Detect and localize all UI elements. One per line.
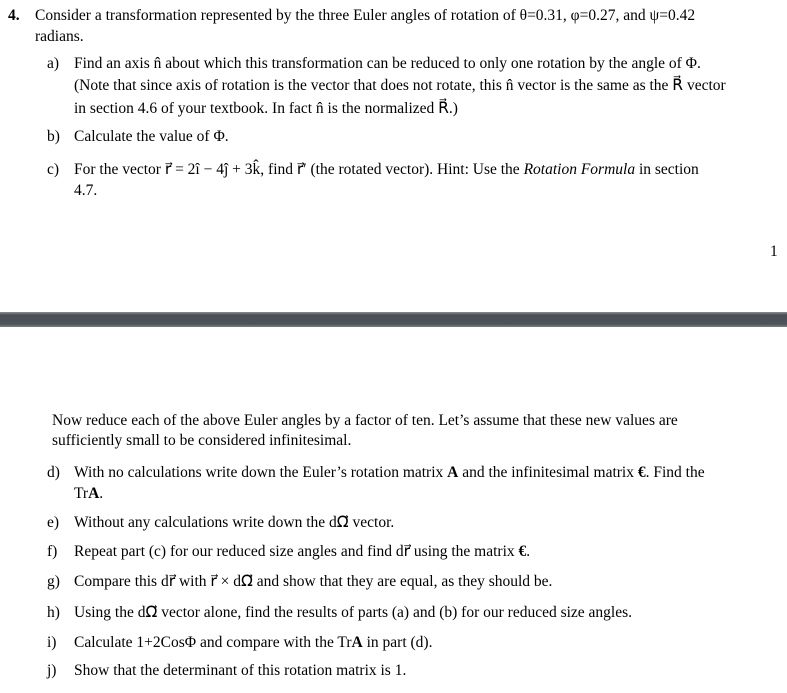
part-f-text-pre: Repeat part (c) for our reduced size angles and find dr⃗ using the matrix bbox=[74, 543, 519, 560]
part-c-line-2: 4.7. bbox=[74, 182, 98, 199]
part-d-tr-post: . bbox=[99, 485, 104, 502]
page2-intro-line-2: sufficiently small to be considered infinitesimal. bbox=[52, 432, 352, 449]
part-i-line-1 bbox=[74, 632, 432, 653]
part-e-line-1: Without any calculations write down the dΩ⃗ vector. bbox=[74, 514, 395, 531]
part-c-text-post: in section bbox=[635, 161, 699, 178]
part-d-text-post: . Find the bbox=[645, 464, 705, 481]
part-c-text-pre: For the vector r⃗ = 2î − 4ĵ + 3k̂, find r⃗′ (the rotated vector). Hint: Use the bbox=[74, 161, 524, 178]
part-c-text-italic: Rotation Formula bbox=[523, 161, 636, 178]
part-g-label: g) bbox=[47, 573, 60, 590]
part-j-label: j) bbox=[47, 662, 57, 679]
part-f-label: f) bbox=[47, 543, 58, 560]
page2-intro-line-1: Now reduce each of the above Euler angles by a factor of ten. Let’s assume that these new values are bbox=[52, 412, 678, 429]
part-d-text-mid: and the infinitesimal matrix bbox=[458, 464, 638, 481]
part-i-text-post: in part (d). bbox=[362, 634, 433, 651]
page-number: 1 bbox=[770, 243, 778, 260]
page-divider bbox=[0, 312, 787, 327]
part-f-line-1 bbox=[74, 541, 530, 562]
part-a-line-1: Find an axis n̂ about which this transformation can be reduced to only one rotation by the angle of Φ. bbox=[74, 55, 701, 72]
part-g-line-1: Compare this dr⃗ with r⃗ × dΩ⃗ and show that they are equal, as they should be. bbox=[74, 573, 553, 590]
part-a-line-3: in section 4.6 of your textbook. In fact n̂ is the normalized R⃗.) bbox=[74, 100, 458, 117]
matrix-a-symbol: A bbox=[447, 464, 459, 481]
part-d-text-pre: With no calculations write down the Euler’s rotation matrix bbox=[74, 464, 448, 481]
part-d-label: d) bbox=[47, 464, 60, 481]
part-e-label: e) bbox=[47, 514, 60, 531]
part-d-line-2 bbox=[74, 483, 103, 504]
problem-number: 4. bbox=[8, 7, 20, 24]
part-d-tr-a: A bbox=[88, 485, 100, 502]
part-d-tr: Tr bbox=[74, 485, 89, 502]
part-b-line-1: Calculate the value of Φ. bbox=[74, 128, 229, 145]
part-c-line-1 bbox=[74, 159, 699, 180]
part-c-label: c) bbox=[47, 161, 60, 178]
part-a-line-2: (Note that since axis of rotation is the vector that does not rotate, this n̂ vector is the same as the R⃗ vector bbox=[74, 77, 726, 94]
part-i-tr-a: A bbox=[351, 634, 363, 651]
part-d-line-1 bbox=[74, 462, 705, 483]
infinitesimal-matrix-symbol: € bbox=[637, 464, 646, 481]
part-f-text-post: . bbox=[526, 543, 531, 560]
part-a-label: a) bbox=[47, 55, 60, 72]
part-b-label: b) bbox=[47, 128, 60, 145]
part-i-label: i) bbox=[47, 634, 57, 651]
part-i-text-pre: Calculate 1+2CosΦ and compare with the Tr bbox=[74, 634, 352, 651]
problem-intro-line-2: radians. bbox=[35, 28, 84, 45]
part-h-line-1: Using the dΩ⃗ vector alone, find the results of parts (a) and (b) for our reduced size angles. bbox=[74, 604, 633, 621]
part-f-matrix-symbol: € bbox=[518, 543, 527, 560]
problem-intro-line-1: Consider a transformation represented by the three Euler angles of rotation of θ=0.31, φ=0.27, and ψ=0.42 bbox=[35, 7, 696, 24]
part-j-line-1: Show that the determinant of this rotation matrix is 1. bbox=[74, 662, 407, 679]
part-h-label: h) bbox=[47, 604, 60, 621]
